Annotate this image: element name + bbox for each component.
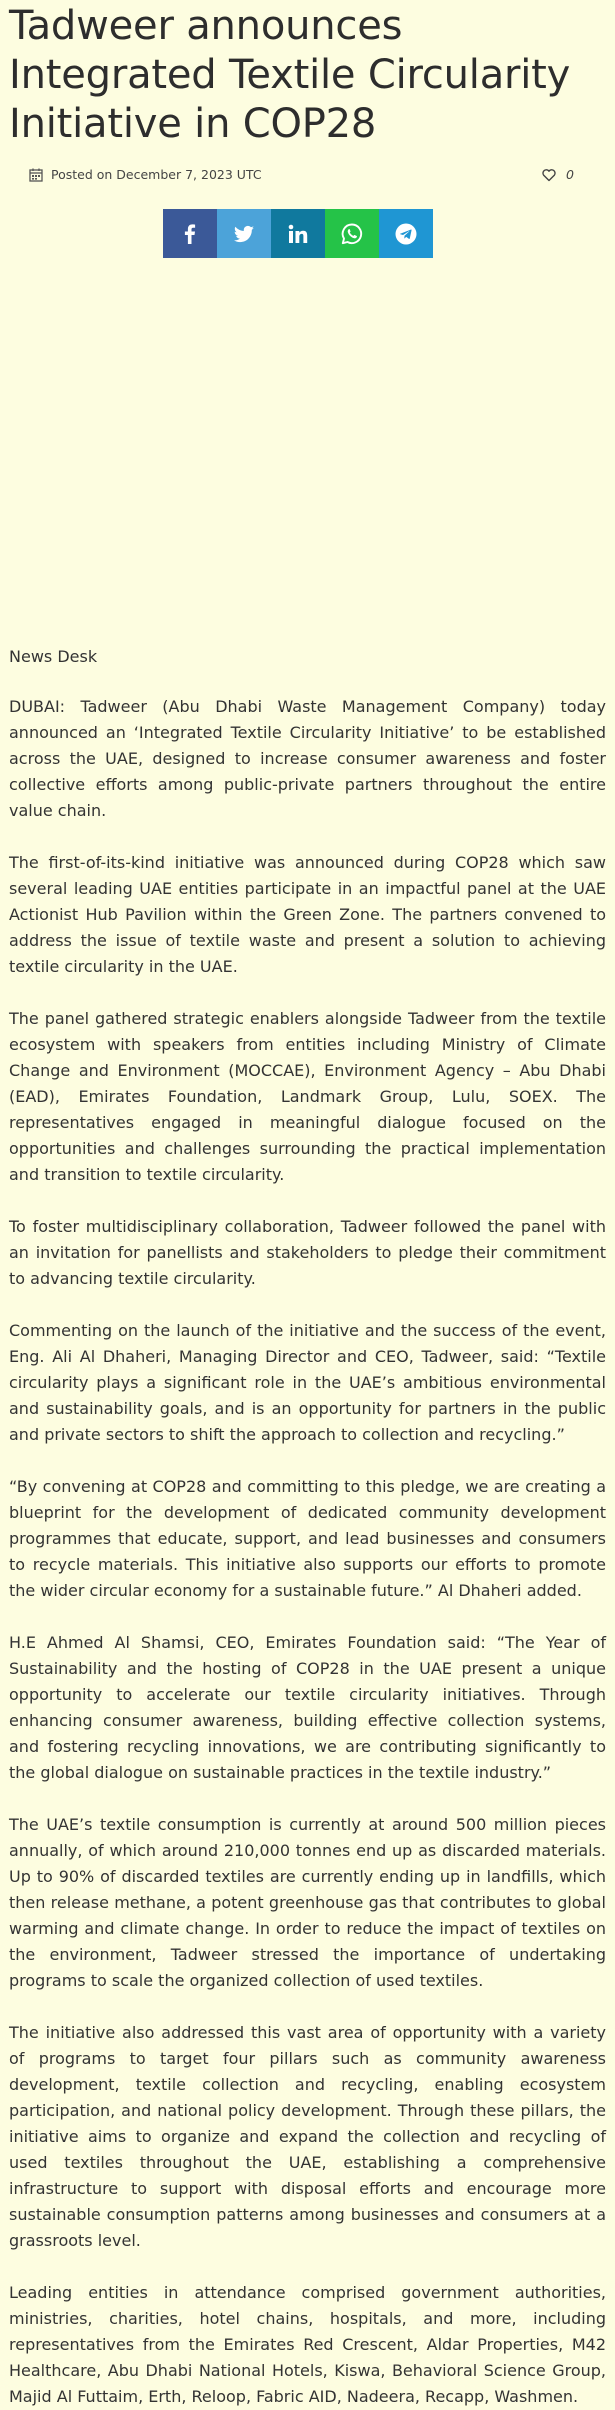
twitter-icon <box>232 222 256 246</box>
share-telegram-button[interactable] <box>379 209 433 258</box>
like-count: 0 <box>566 167 574 182</box>
posted-date-text: Posted on December 7, 2023 UTC <box>51 167 262 182</box>
article-paragraph: H.E Ahmed Al Shamsi, CEO, Emirates Foundation said: “The Year of Sustainability and the hosting of COP28 in the UAE present a unique opportunity to accelerate our textile circularity initiatives. Through enhancing consumer awareness, building effective collection systems, and fostering recycling innovations, we are contributing significantly to the global dialogue on sustainable practices in the textile industry.” <box>9 1633 606 1782</box>
article-paragraph: DUBAI: Tadweer (Abu Dhabi Waste Management Company) today announced an ‘Integrated Textile Circularity Initiative’ to be established across the UAE, designed to increase consumer awareness and foster collective efforts among public-private partners throughout the entire value chain. <box>9 697 606 820</box>
article-paragraph: To foster multidisciplinary collaboration, Tadweer followed the panel with an invitation for panellists and stakeholders to pledge their commitment to advancing textile circularity. <box>9 1217 606 1288</box>
heart-icon[interactable] <box>542 168 556 182</box>
article-paragraph: The initiative also addressed this vast area of opportunity with a variety of programs to target four pillars such as community awareness development, textile collection and recycling, enabling ecosystem participation, and national policy development. Through these pillars, the initiative aims to organize and expand the collection and recycling of used textiles throughout the UAE, establishing a comprehensive infrastructure to support with disposal efforts and encourage more sustainable consumption patterns among businesses and consumers at a grassroots level. <box>9 2023 606 2250</box>
share-linkedin-button[interactable] <box>271 209 325 258</box>
linkedin-icon <box>286 222 310 246</box>
facebook-icon <box>178 222 202 246</box>
blank-ad-space <box>9 258 606 644</box>
article-paragraph: Leading entities in attendance comprised government authorities, ministries, charities, hotel chains, hospitals, and more, including representatives from the Emirates Red Crescent, Aldar Properties, M42 Healthcare, Abu Dhabi National Hotels, Kiswa, Behavioral Science Group, Majid Al Futtaim, Erth, Reloop, Fabric AID, Nadeera, Recapp, Washmen. <box>9 2283 606 2406</box>
article-title: Tadweer announces Integrated Textile Circularity Initiative in COP28 <box>9 3 571 147</box>
article-body <box>9 694 606 2410</box>
telegram-icon <box>394 222 418 246</box>
share-whatsapp-button[interactable] <box>325 209 379 258</box>
share-facebook-button[interactable] <box>163 209 217 258</box>
posted-date <box>29 167 262 182</box>
share-bar <box>163 209 606 258</box>
article-paragraph: The panel gathered strategic enablers alongside Tadweer from the textile ecosystem with speakers from entities including Ministry of Climate Change and Environment (MOCCAE), Environment Agency – Abu Dhabi (EAD), Emirates Foundation, Landmark Group, Lulu, SOEX. The representatives engaged in meaningful dialogue focused on the opportunities and challenges surrounding the practical implementation and transition to textile circularity. <box>9 1009 606 1184</box>
like-counter[interactable] <box>542 167 574 182</box>
article-paragraph: Commenting on the launch of the initiative and the success of the event, Eng. Ali Al Dhaheri, Managing Director and CEO, Tadweer, said: “Textile circularity plays a significant role in the UAE’s ambitious environmental and sustainability goals, and is an opportunity for partners in the public and private sectors to shift the approach to collection and recycling.” <box>9 1321 606 1444</box>
post-meta <box>9 167 606 189</box>
article-paragraph: The first-of-its-kind initiative was announced during COP28 which saw several leading UAE entities participate in an impactful panel at the UAE Actionist Hub Pavilion within the Green Zone. The partners convened to address the issue of textile waste and present a solution to achieving textile circularity in the UAE. <box>9 853 606 976</box>
byline: News Desk <box>9 647 98 666</box>
share-twitter-button[interactable] <box>217 209 271 258</box>
article-paragraph: The UAE’s textile consumption is currently at around 500 million pieces annually, of which around 210,000 tonnes end up as discarded materials. Up to 90% of discarded textiles are currently ending up in landfills, which then release methane, a potent greenhouse gas that contributes to global warming and climate change. In order to reduce the impact of textiles on the environment, Tadweer stressed the importance of undertaking programs to scale the organized collection of used textiles. <box>9 1815 606 1990</box>
whatsapp-icon <box>340 222 364 246</box>
article-paragraph: “By convening at COP28 and committing to this pledge, we are creating a blueprint for the development of dedicated community development programmes that educate, support, and lead businesses and consumers to recycle materials. This initiative also supports our efforts to promote the wider circular economy for a sustainable future.” Al Dhaheri added. <box>9 1477 606 1600</box>
calendar-icon <box>29 168 43 182</box>
